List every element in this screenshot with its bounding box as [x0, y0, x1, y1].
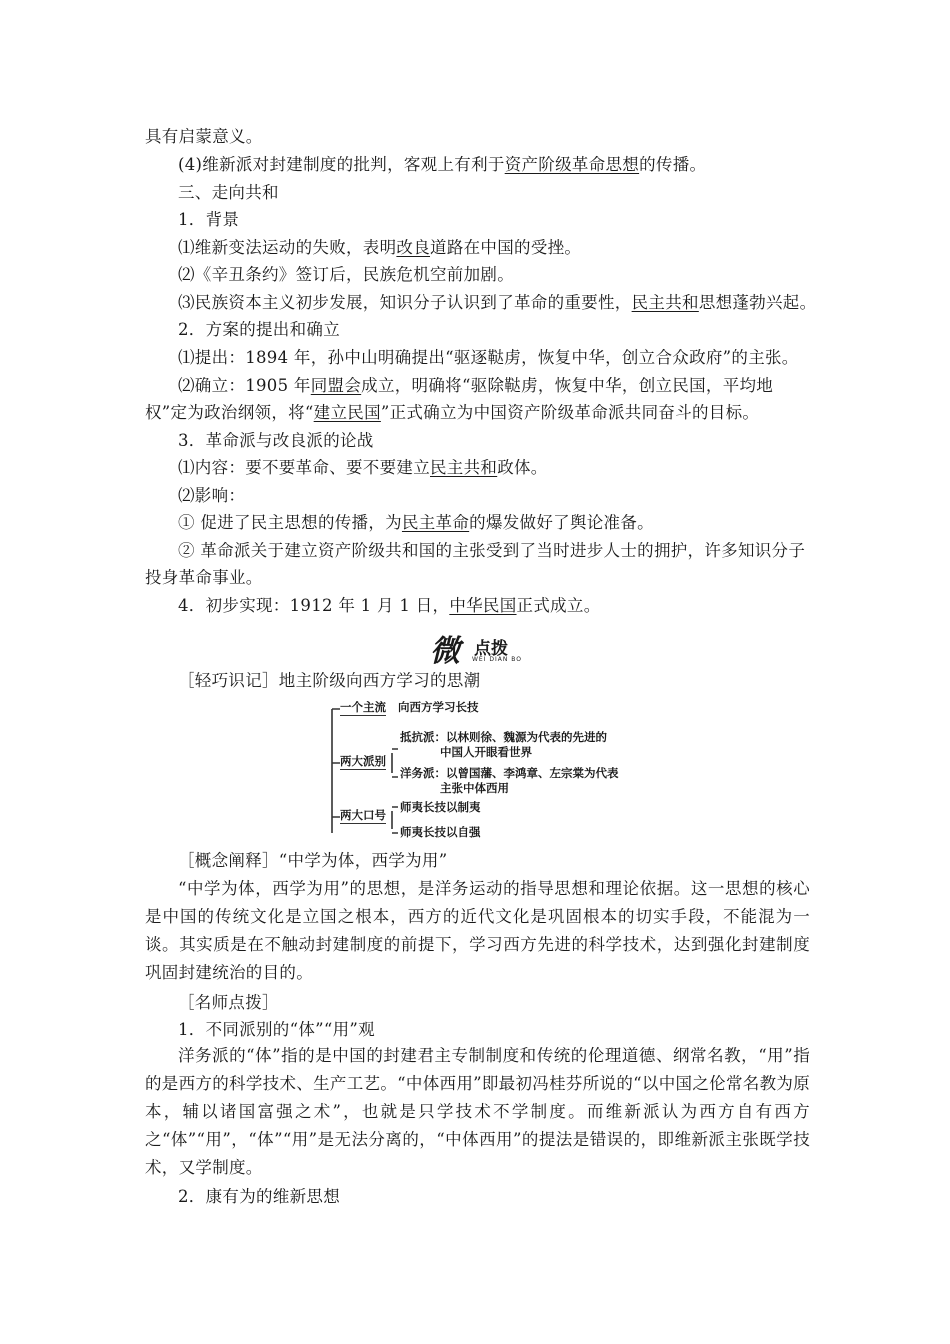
teacher-subheading-1: 1．不同派别的“体”“用”观	[178, 1020, 375, 1039]
node-slogan-1: 师夷长技以制夷	[400, 800, 481, 814]
underlined-term: 同盟会	[310, 376, 362, 395]
text-line: 权”定为政治纲领，将“建立民国”正式确立为中国资产阶级革命派共同奋斗的目标。	[145, 403, 760, 422]
text-line: ⑶民族资本主义初步发展，知识分子认识到了革命的重要性，民主共和思想蓬勃兴起。	[178, 293, 817, 312]
node-westernization-faction-2: 主张中体西用	[440, 781, 509, 795]
concept-body: “中学为体，西学为用”的思想，是洋务运动的指导思想和理论依据。这一思想的核心是中国的传统文化是立国之根本，西方的近代文化是巩固根本的切实手段，不能混为一谈。其实质是在不触动封建制度的前提下，学习西方先进的科学技术，达到强化封建制度巩固封建统治的目的。	[145, 879, 810, 982]
underlined-term: 中华民国	[449, 596, 517, 615]
node-two-factions: 两大派别	[340, 754, 386, 768]
underlined-term: 民主共和	[430, 458, 498, 477]
text-line: ⑴维新变法运动的失败，表明改良道路在中国的受挫。	[178, 238, 582, 257]
subheading: 2．方案的提出和确立	[178, 320, 340, 339]
text-line: ⑵确立：1905 年同盟会成立，明确将“驱除鞑虏，恢复中华，创立民国，平均地	[178, 376, 774, 395]
node-main-stream: 一个主流	[340, 700, 386, 714]
node-slogan-2: 师夷长技以自强	[400, 825, 481, 839]
subheading: 1．背景	[178, 210, 240, 229]
banner-char: 微	[430, 634, 458, 669]
underlined-term: 建立民国	[313, 403, 381, 422]
text-line: 4．初步实现：1912 年 1 月 1 日，中华民国正式成立。	[178, 596, 601, 615]
text-line: ⑴内容：要不要革命、要不要建立民主共和政体。	[178, 458, 548, 477]
text-line: ② 革命派关于建立资产阶级共和国的主张受到了当时进步人士的拥护，许多知识分子	[178, 541, 806, 560]
underlined-term: 民主革命	[401, 513, 470, 532]
node-main-stream-value: 向西方学习长技	[398, 700, 479, 714]
text-line: 投身革命事业。	[145, 568, 263, 587]
node-resistance-faction-2: 中国人开眼看世界	[440, 745, 532, 759]
underlined-term: 改良	[396, 238, 431, 257]
teacher-body: 洋务派的“体”指的是中国的封建君主专制制度和传统的伦理道德、纲常名教，“用”指的是西方的科学技术、生产工艺。“中体西用”即最初冯桂芬所说的“以中国之伦常名教为原本，辅以诸国富强之术”，也就是只学技术不学制度。而维新派认为西方自有西方之“体”“用”，“体”“用”是无法分离的，“中体西用”的提法是错误的，即维新派主张既学技术，又学制度。	[145, 1046, 810, 1177]
concept-heading: ［概念阐释］“中学为体，西学为用”	[178, 851, 448, 870]
text-line: (4)维新派对封建制度的批判，客观上有利于资产阶级革命思想的传播。	[178, 155, 707, 174]
underlined-term: 资产阶级革命思想	[504, 155, 640, 174]
text-line: ⑵《辛丑条约》签订后，民族危机空前加剧。	[178, 265, 514, 284]
node-two-slogans: 两大口号	[340, 808, 386, 822]
underlined-term: 民主共和	[631, 293, 699, 312]
text-line: ① 促进了民主思想的传播，为民主革命的爆发做好了舆论准备。	[178, 513, 654, 532]
section-banner	[430, 626, 540, 669]
node-resistance-faction: 抵抗派：以林则徐、魏源为代表的先进的	[400, 730, 607, 744]
text-line: ⑵影响：	[178, 486, 246, 505]
teacher-subheading-2: 2．康有为的维新思想	[178, 1187, 340, 1206]
section-heading: 三、走向共和	[178, 183, 279, 202]
mind-map	[320, 697, 660, 842]
text-line: 具有启蒙意义。	[145, 127, 263, 146]
banner-text: 点拨	[474, 639, 508, 659]
banner-subtitle: WEI DIAN BO	[472, 656, 523, 663]
memo-heading: ［轻巧识记］地主阶级向西方学习的思潮	[178, 671, 481, 690]
teacher-heading: ［名师点拨］	[178, 993, 279, 1012]
text-line: ⑴提出：1894 年，孙中山明确提出“驱逐鞑虏，恢复中华，创立合众政府”的主张。	[178, 348, 799, 367]
subheading: 3．革命派与改良派的论战	[178, 431, 374, 450]
node-westernization-faction: 洋务派：以曾国藩、李鸿章、左宗棠为代表	[400, 766, 619, 780]
